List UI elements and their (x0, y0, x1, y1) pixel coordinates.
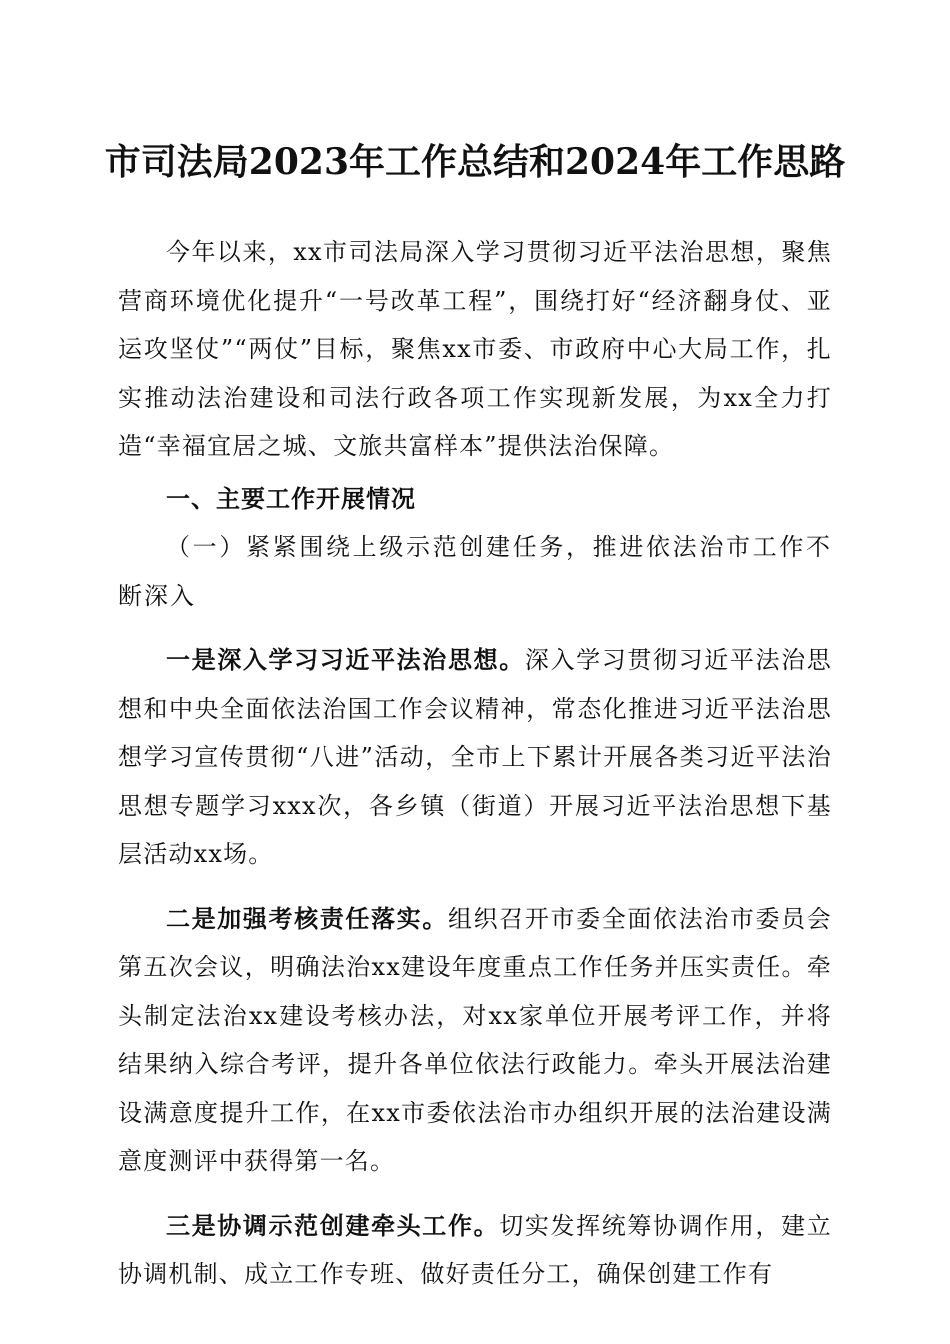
item-lead-3: 三是协调示范创建牵头工作。 (166, 1210, 500, 1240)
item-lead-2: 二是加强考核责任落实。 (166, 903, 448, 933)
item-text-1: 深入学习贯彻习近平法治思想和中央全面依法治国工作会议精神，常态化推进习近平法治思想学习宣传贯彻“八进”活动，全市上下累计开展各类习近平法治思想专题学习xxx次，各乡镇（街道）开展习近平法治思想下基层活动xx场。 (118, 646, 832, 868)
section-heading: 一、主要工作开展情况 (166, 484, 416, 513)
document-title: 市司法局2023年工作总结和2024年工作思路 (104, 141, 846, 183)
item-paragraph-1 (118, 636, 832, 879)
intro-paragraph: 今年以来，xx市司法局深入学习贯彻习近平法治思想，聚焦营商环境优化提升“一号改革工程”，围绕打好“经济翻身仗、亚运攻坚仗”“两仗”目标，聚焦xx市委、市政府中心大局工作，扎实推动法治建设和司法行政各项工作实现新发展，为xx全力打造“幸福宜居之城、文旅共富样本”提供法治保障。 (118, 238, 832, 460)
item-lead-1: 一是深入学习习近平法治思想。 (166, 645, 525, 674)
item-paragraph-3 (118, 1202, 832, 1299)
item-paragraph-2 (118, 895, 832, 1186)
subsection-heading: （一）紧紧围绕上级示范创建任务，推进依法治市工作不断深入 (118, 533, 832, 610)
item-text-2: 组织召开市委全面依法治市委员会第五次会议，明确法治xx建设年度重点工作任务并压实责任。牵头制定法治xx建设考核办法，对xx家单位开展考评工作，并将结果纳入综合考评，提升各单位依法行政能力。牵头开展法治建设满意度提升工作，在xx市委依法治市办组织开展的法治建设满意度测评中获得第一名。 (118, 904, 832, 1175)
document-body (118, 228, 832, 1299)
item-text-3: 切实发挥统筹协调作用，建立协调机制、成立工作专班、做好责任分工，确保创建工作有 (118, 1211, 832, 1288)
